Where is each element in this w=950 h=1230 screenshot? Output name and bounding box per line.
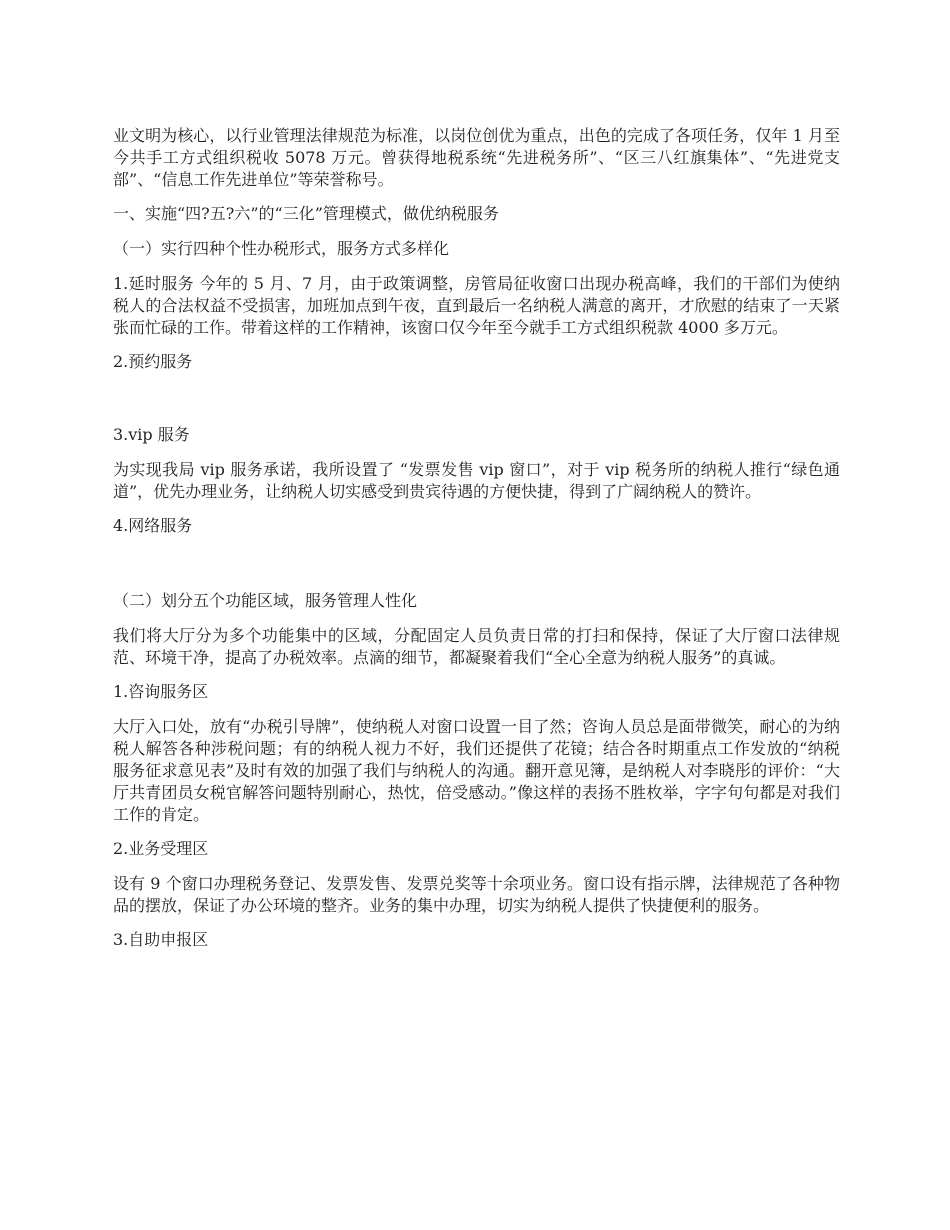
section-heading-1: 一、实施“四?五?六”的“三化”管理模式，做优纳税服务 xyxy=(113,204,499,223)
item-heading-appointment: 2.预约服务 xyxy=(113,352,193,371)
paragraph-consulting-area: 大厅入口处，放有“办税引导牌”，使纳税人对窗口设置一目了然；咨询人员总是面带微笑，耐心的为纳税人解答各种涉税问题；有的纳税人视力不好，我们还提供了花镜；结合各时期重点工作发放的“纳税服务征求意见表”及时有效的加强了我们与纳税人的沟通。翻开意见簿，是纳税人对李晓彤的评价：“大厅共青团员女税官解答问题特别耐心，热忱，倍受感动。”像这样的表扬不胜枚举，字字句句都是对我们工作的肯定。 xyxy=(113,717,840,824)
paragraph-intro: 业文明为核心，以行业管理法律规范为标准，以岗位创优为重点，出色的完成了各项任务，仅年 1 月至今共手工方式组织税收 5078 万元。曾获得地税系统“先进税务所”、“区三八红旗集体”、“先进党支部”、“信息工作先进单位”等荣誉称号。 xyxy=(113,126,840,189)
subsection-heading-2: （二）划分五个功能区域，服务管理人性化 xyxy=(113,591,418,610)
item-heading-business: 2.业务受理区 xyxy=(113,839,209,858)
item-heading-vip: 3.vip 服务 xyxy=(113,425,190,444)
paragraph-vip-service: 为实现我局 vip 服务承诺，我所设置了 “发票发售 vip 窗口”，对于 vip 税务所的纳税人推行“绿色通道”，优先办理业务，让纳税人切实感受到贵宾待遇的方便快捷，得到了广阔纳税人的赞许。 xyxy=(113,460,840,501)
paragraph-business-area: 设有 9 个窗口办理税务登记、发票发售、发票兑奖等十余项业务。窗口设有指示牌，法律规范了各种物品的摆放，保证了办公环境的整齐。业务的集中办理，切实为纳税人提供了快捷便利的服务。 xyxy=(113,874,840,915)
blank-space xyxy=(113,550,840,590)
blank-space xyxy=(113,386,840,424)
item-heading-self-service: 3.自助申报区 xyxy=(113,930,209,949)
item-heading-network: 4.网络服务 xyxy=(113,516,193,535)
subsection-heading-1: （一）实行四种个性办税形式，服务方式多样化 xyxy=(113,239,450,258)
document-page xyxy=(113,125,840,964)
item-heading-consulting: 1.咨询服务区 xyxy=(113,682,209,701)
paragraph-functional-areas: 我们将大厅分为多个功能集中的区域，分配固定人员负责日常的打扫和保持，保证了大厅窗口法律规范、环境干净，提高了办税效率。点滴的细节，都凝聚着我们“全心全意为纳税人服务”的真诚。 xyxy=(113,626,840,667)
paragraph-extended-service: 1.延时服务 今年的 5 月、7 月，由于政策调整，房管局征收窗口出现办税高峰，我们的干部们为使纳税人的合法权益不受损害，加班加点到午夜，直到最后一名纳税人满意的离开，才欣慰的结束了一天紧张而忙碌的工作。带着这样的工作精神，该窗口仅今年至今就手工方式组织税款 4000 多万元。 xyxy=(113,274,840,337)
